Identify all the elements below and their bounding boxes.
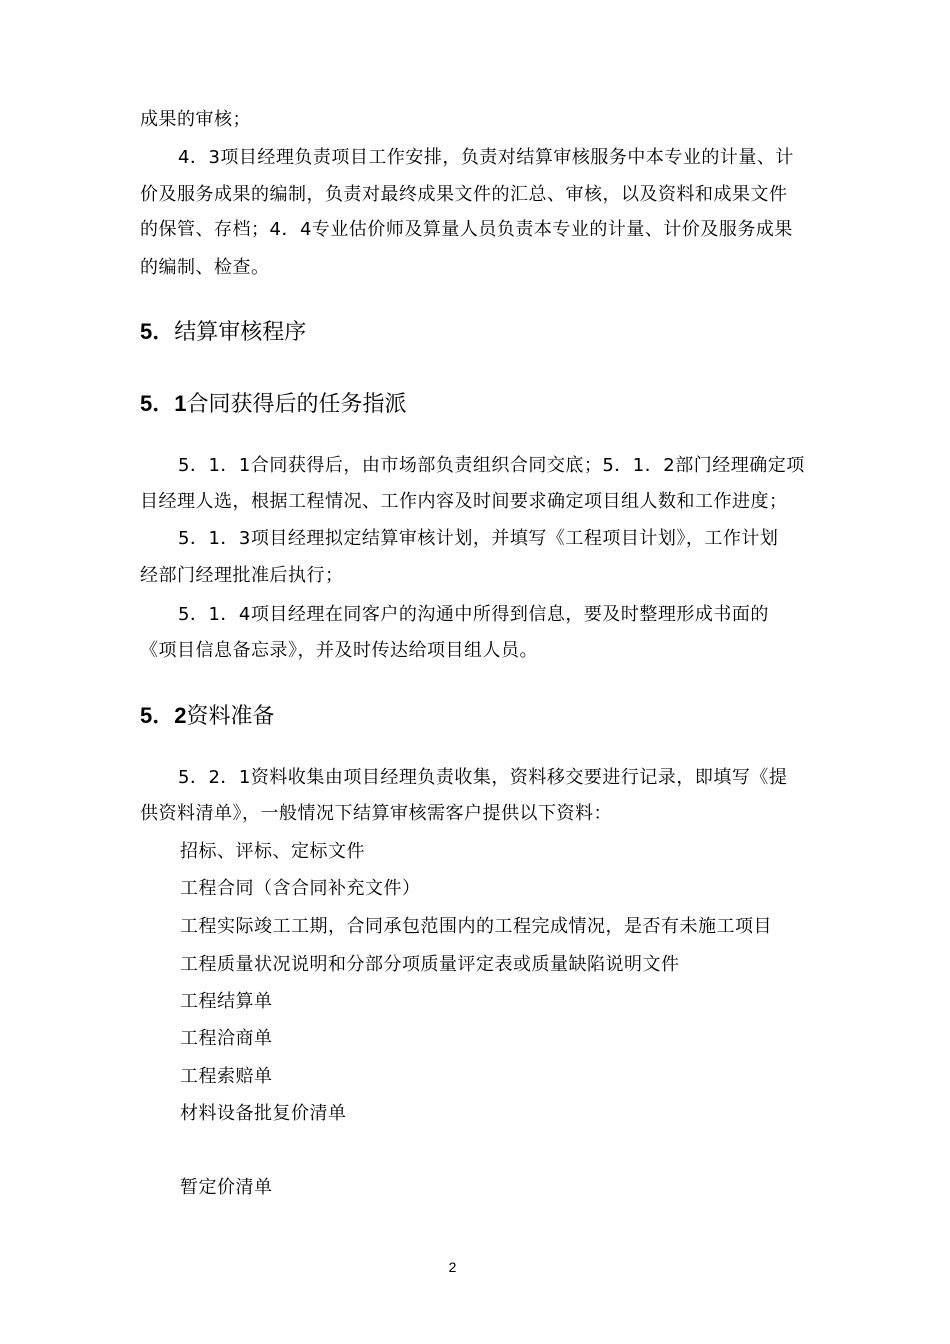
body-text-line: 5．1．3项目经理拟定结算审核计划，并填写《工程项目计划》，工作计划 (178, 528, 779, 549)
list-item: 工程合同（含合同补充文件） (180, 878, 421, 899)
section-number: 5． (140, 319, 175, 344)
list-item: 工程索赔单 (180, 1066, 273, 1087)
body-text-line: 4．3项目经理负责项目工作安排，负责对结算审核服务中本专业的计量、计 (178, 147, 794, 168)
list-item: 招标、评标、定标文件 (180, 841, 365, 862)
body-text-line: 供资料清单》，一般情况下结算审核需客户提供以下资料： (140, 803, 612, 824)
list-item: 工程实际竣工工期，合同承包范围内的工程完成情况，是否有未施工项目 (180, 916, 772, 937)
section-heading-5-2 (140, 701, 275, 732)
body-text-line: 的保管、存档；4．4专业估价师及算量人员负责本专业的计量、计价及服务成果 (140, 219, 793, 240)
section-number: 5．1 (140, 391, 187, 416)
body-text-line: 成果的审核； (140, 109, 251, 130)
body-text-line: 的编制、检查。 (140, 257, 270, 278)
list-item: 暂定价清单 (180, 1177, 273, 1198)
body-text-line: 5．1．4项目经理在同客户的沟通中所得到信息，要及时整理形成书面的 (178, 604, 769, 625)
body-text-line: 经部门经理批准后执行； (140, 565, 344, 586)
section-heading-5-1 (140, 389, 407, 420)
section-number: 5．2 (140, 703, 187, 728)
section-title: 合同获得后的任务指派 (186, 392, 407, 417)
body-text-line: 目经理人选，根据工程情况、工作内容及时间要求确定项目组人数和工作进度； (140, 491, 788, 512)
body-text-line: 价及服务成果的编制，负责对最终成果文件的汇总、审核，以及资料和成果文件 (140, 184, 788, 205)
body-text-line: 《项目信息备忘录》，并及时传达给项目组人员。 (140, 640, 538, 661)
section-title: 结算审核程序 (174, 320, 307, 345)
body-text-line: 5．2．1资料收集由项目经理负责收集，资料移交要进行记录，即填写《提 (178, 767, 788, 788)
page-number: 2 (448, 1259, 457, 1275)
list-item: 工程洽商单 (180, 1028, 273, 1049)
list-item: 材料设备批复价清单 (180, 1103, 347, 1124)
body-text-line: 5．1．1合同获得后，由市场部负责组织合同交底；5．1．2部门经理确定项 (178, 455, 805, 476)
list-item: 工程质量状况说明和分部分项质量评定表或质量缺陷说明文件 (180, 954, 680, 975)
list-item: 工程结算单 (180, 991, 273, 1012)
section-heading-5 (140, 317, 306, 348)
section-title: 资料准备 (186, 704, 275, 729)
